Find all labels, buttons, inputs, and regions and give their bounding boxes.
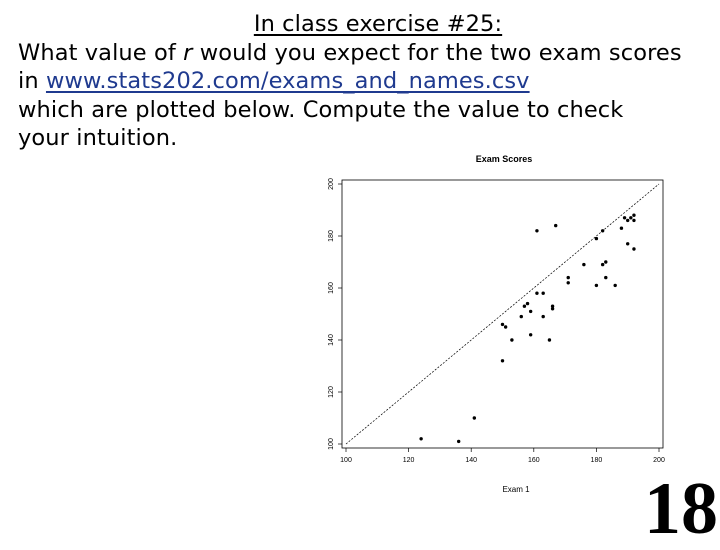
data-point <box>457 440 460 443</box>
data-point <box>526 302 529 305</box>
y-tick-label: 160 <box>328 282 335 294</box>
slide-number: 18 <box>644 468 718 550</box>
identity-reference-line <box>346 184 659 444</box>
r-variable: r <box>183 39 193 66</box>
data-point <box>554 224 557 227</box>
data-point <box>523 305 526 308</box>
data-point <box>520 315 523 318</box>
data-point <box>567 276 570 279</box>
data-point <box>535 292 538 295</box>
data-point <box>473 416 476 419</box>
data-point <box>541 315 544 318</box>
data-point <box>632 219 635 222</box>
data-point <box>510 338 513 341</box>
x-tick-label: 100 <box>340 457 352 464</box>
chart-title: Exam Scores <box>475 154 533 164</box>
scatter-plot-svg <box>300 148 680 508</box>
data-point <box>601 229 604 232</box>
exam-scores-scatter-plot <box>300 148 680 508</box>
data-point <box>623 216 626 219</box>
data-point <box>419 437 422 440</box>
slide-text <box>18 10 708 153</box>
data-point <box>567 281 570 284</box>
data-point <box>529 333 532 336</box>
data-point <box>548 338 551 341</box>
x-axis-label: Exam 1 <box>502 485 530 494</box>
data-point <box>632 214 635 217</box>
data-point <box>501 323 504 326</box>
y-tick-label: 140 <box>328 334 335 346</box>
x-tick-label: 140 <box>465 457 478 464</box>
data-point <box>529 310 532 313</box>
data-point <box>626 219 629 222</box>
data-point <box>541 292 544 295</box>
data-point <box>595 284 598 287</box>
data-point <box>501 359 504 362</box>
data-point <box>604 276 607 279</box>
data-point <box>535 229 538 232</box>
y-tick-label: 180 <box>328 230 335 242</box>
data-point <box>582 263 585 266</box>
x-tick-label: 120 <box>402 457 415 464</box>
data-point <box>604 260 607 263</box>
question-line-3: which are plotted below. Compute the value to check <box>18 96 624 123</box>
x-tick-label: 180 <box>590 457 603 464</box>
data-point <box>632 247 635 250</box>
y-tick-label: 200 <box>328 178 335 190</box>
data-point <box>504 325 507 328</box>
data-point <box>613 284 616 287</box>
x-tick-label: 200 <box>653 457 665 464</box>
x-tick-label: 160 <box>527 457 540 464</box>
y-tick-label: 100 <box>328 438 335 450</box>
question-line-4: your intuition. <box>18 125 178 151</box>
csv-link[interactable]: www.stats202.com/exams_and_names.csv <box>45 68 530 94</box>
question-line-1: What value of r would you expect for the two exam scores <box>18 39 682 66</box>
data-point <box>551 307 554 310</box>
data-point <box>620 227 623 230</box>
data-point <box>626 242 629 245</box>
data-point <box>629 216 632 219</box>
data-point <box>601 263 604 266</box>
data-point <box>595 237 598 240</box>
question-line-2: in www.stats202.com/exams_and_names.csv <box>18 68 530 94</box>
exercise-title: In class exercise #25: <box>253 11 503 37</box>
y-tick-label: 120 <box>328 386 335 398</box>
